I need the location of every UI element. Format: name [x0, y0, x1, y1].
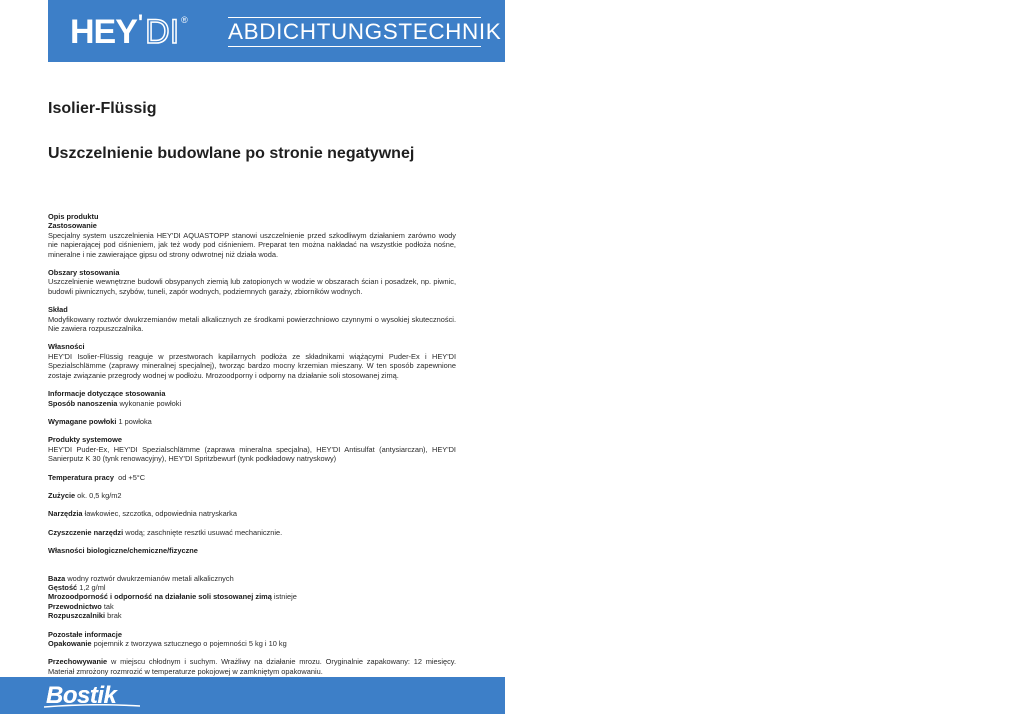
- section-text: Specjalny system uszczelnienia HEY'DI AQUASTOPP stanowi uszczelnienie przed szkodliwym działaniem zarówno wody nie napierającej pod ciśnieniem, jak też wody pod ciśnieniem. Preparat ten można nakładać na wszystkie podłoża nośne, mineralne i nie zawierające gipsu od strony odwrotnej niż działa woda.: [48, 230, 456, 259]
- section-heading: Własności biologiczne/chemiczne/fizyczne: [48, 546, 198, 556]
- field-label: Temperatura pracy: [48, 472, 114, 482]
- section-heading: Opis produktu: [48, 212, 99, 221]
- product-name: Isolier-Flüssig: [48, 100, 157, 117]
- document-subtitle: Uszczelnienie budowlane po stronie negatywnej: [48, 145, 415, 162]
- field-label: Narzędzia: [48, 509, 83, 519]
- field-value: w miejscu chłodnym i suchym. Wrażliwy na działanie mrozu. Oryginalnie zapakowany: 12 miesięcy. Materiał zmrożony rozmrozić w temperaturze pokojowej w zamkniętym opakowaniu.: [48, 657, 456, 676]
- section-text: Uszczelnienie wewnętrzne budowli obsypanych ziemią lub zatopionych w wodzie w obszarach ścian i posadzek, np. piwnic, budowli piwnicznych, szybów, tuneli, zapór wodnych, podziemnych garaży, zbiorników wodnych.: [48, 277, 456, 296]
- field-value: od +5°C: [118, 472, 146, 482]
- section-heading: Pozostałe informacje: [48, 629, 122, 639]
- logo-di: DI: [145, 13, 180, 51]
- field-label: Mrozoodporność i odporność na działanie soli stosowanej zimą: [48, 592, 272, 602]
- header-banner: [48, 0, 505, 62]
- section-heading: Produkty systemowe: [48, 435, 122, 445]
- field-value: wykonanie powłoki: [119, 398, 182, 408]
- field-label: Przechowywanie: [48, 657, 108, 667]
- field-value: brak: [107, 611, 122, 621]
- header-title: ABDICHTUNGSTECHNIK: [228, 19, 502, 44]
- field-value: wodą; zaschnięte resztki usuwać mechanicznie.: [125, 527, 283, 537]
- section-heading: Informacje dotyczące stosowania: [48, 389, 166, 399]
- document-body: [48, 212, 456, 685]
- heydi-logo: [70, 10, 187, 51]
- section-text: Modyfikowany roztwór dwukrzemianów metali alkalicznych ze środkami powierzchniowo czynnymi o wysokiej skuteczności. Nie zawiera rozpuszczalnika.: [48, 314, 456, 334]
- field-label: Baza: [48, 573, 66, 583]
- field-label: Czyszczenie narzędzi: [48, 527, 124, 537]
- field-value: wodny roztwór dwukrzemianów metali alkalicznych: [67, 573, 234, 583]
- field-label: Opakowanie: [48, 639, 92, 648]
- field-value: 1 powłoka: [118, 416, 152, 426]
- field-value: ok. 0,5 kg/m2: [77, 490, 122, 500]
- section-heading: Zastosowanie: [48, 221, 97, 231]
- field-label: Gęstość: [48, 582, 78, 592]
- section-heading: Obszary stosowania: [48, 268, 120, 278]
- section-heading: Skład: [48, 305, 68, 315]
- field-label: Zużycie: [48, 490, 76, 500]
- logo-registered-mark: ®: [181, 15, 187, 25]
- field-label: Przewodnictwo: [48, 601, 102, 611]
- field-label: Sposób nanoszenia: [48, 398, 118, 408]
- section-text: HEY'DI Isolier-Flüssig reaguje w przestworach kapilarnych podłoża ze składnikami wiążącymi Puder-Ex i HEY'DI Spezialschlämme (zaprawy mineralnej specjalnej), tworząc bardzo mocny krzemian mieszany. W ten sposób zapewnione zostaje związanie przegrody wodnej w podłożu. Mrozoodporny i odporny na działanie soli stosowanej zimą.: [48, 351, 456, 380]
- field-value: 1,2 g/ml: [79, 582, 106, 592]
- field-value: tak: [103, 601, 114, 611]
- field-label: Wymagane powłoki: [48, 416, 117, 426]
- section-text: HEY'DI Puder-Ex, HEY'DI Spezialschlämme (zaprawa mineralna specjalna), HEY'DI Antisulfat (antysiarczan), HEY'DI Sanierputz K 30 (tynk renowacyjny), HEY'DI Spritzbewurf (tynk podkładowy natryskowy): [48, 444, 456, 464]
- bostik-logo: Bostik: [46, 682, 117, 709]
- field-value: pojemnik z tworzywa sztucznego o pojemności 5 kg i 10 kg: [93, 639, 287, 648]
- field-value: ławkowiec, szczotka, odpowiednia natryskarka: [84, 509, 237, 519]
- logo-tick: ': [137, 10, 143, 35]
- field-label: Rozpuszczalniki: [48, 611, 106, 621]
- field-value: istnieje: [273, 592, 297, 602]
- bostik-swoosh-icon: [44, 704, 140, 708]
- logo-hey: HEY: [70, 13, 137, 51]
- section-heading: Własności: [48, 342, 85, 352]
- footer-banner: [0, 677, 505, 714]
